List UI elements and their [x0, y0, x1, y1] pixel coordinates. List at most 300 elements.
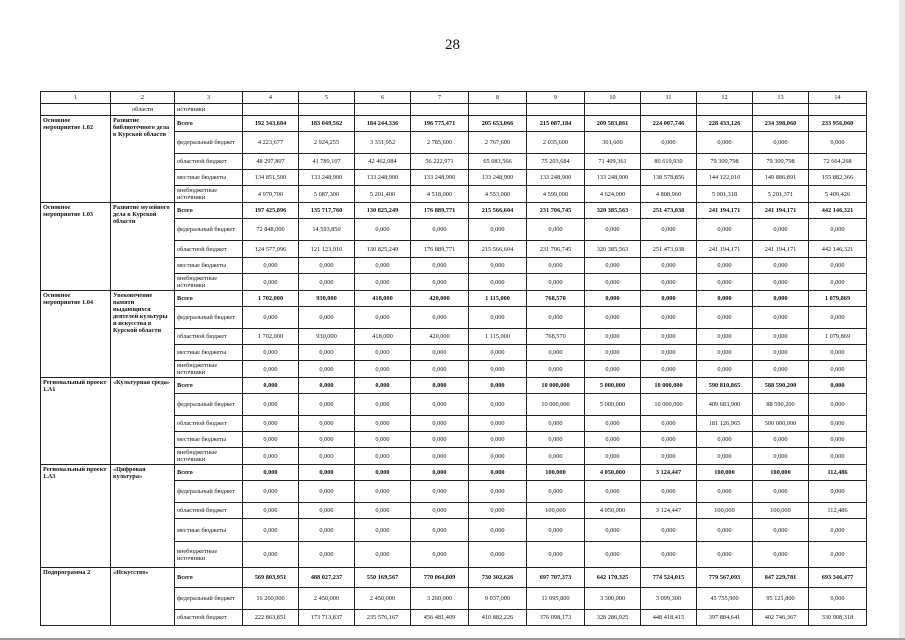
value-cell: 1 115,000 [469, 291, 527, 307]
col-number: 3 [175, 92, 243, 104]
value-cell: 693 346,477 [809, 568, 867, 588]
continuation-cell [809, 104, 867, 116]
value-cell: 124 577,096 [243, 241, 299, 258]
value-cell: 133 248,900 [355, 170, 411, 186]
value-cell: 0,000 [585, 481, 641, 503]
value-cell: 301,600 [585, 132, 641, 154]
value-cell: 0,000 [641, 307, 697, 329]
value-cell: 0,000 [299, 361, 355, 378]
value-cell: 215 087,184 [527, 116, 585, 132]
funding-table-wrapper [40, 91, 866, 626]
col-number: 8 [469, 92, 527, 104]
continuation-cell [411, 104, 469, 116]
value-cell: 100,000 [527, 465, 585, 481]
value-cell: 448 418,415 [641, 610, 697, 626]
value-cell: 0,000 [809, 542, 867, 568]
value-cell: 930,000 [299, 291, 355, 307]
value-cell: 0,000 [243, 274, 299, 291]
value-cell: 0,000 [355, 394, 411, 416]
value-cell: 75 203,684 [527, 154, 585, 170]
value-cell: 0,000 [299, 481, 355, 503]
continuation-cell [527, 104, 585, 116]
value-cell: 72 664,268 [809, 154, 867, 170]
funding-source-cell: областной бюджет [175, 503, 243, 519]
value-cell: 0,000 [411, 274, 469, 291]
value-cell: 0,000 [243, 394, 299, 416]
value-cell: 234 398,060 [753, 116, 809, 132]
value-cell: 0,000 [355, 361, 411, 378]
value-cell: 112,486 [809, 465, 867, 481]
value-cell: 241 194,171 [697, 241, 753, 258]
value-cell: 328 286,925 [585, 610, 641, 626]
value-cell: 100,000 [527, 503, 585, 519]
col-number: 10 [585, 92, 641, 104]
value-cell: 65 083,566 [469, 154, 527, 170]
value-cell: 0,000 [299, 258, 355, 274]
value-cell: 196 775,471 [411, 116, 469, 132]
value-cell: 4 970,700 [243, 186, 299, 203]
value-cell: 0,000 [411, 378, 469, 394]
value-cell: 0,000 [299, 465, 355, 481]
value-cell: 135 717,760 [299, 203, 355, 219]
value-cell: 130 825,249 [355, 203, 411, 219]
value-cell: 0,000 [355, 416, 411, 432]
value-cell: 442 146,321 [809, 203, 867, 219]
value-cell: 133 248,900 [299, 170, 355, 186]
value-cell: 0,000 [753, 361, 809, 378]
funding-source-cell: внебюджетные источники [175, 448, 243, 465]
value-cell: 2 450,000 [299, 588, 355, 610]
value-cell: 3 124,447 [641, 465, 697, 481]
value-cell: 0,000 [299, 542, 355, 568]
value-cell: 0,000 [355, 345, 411, 361]
value-cell: 1 079,869 [809, 291, 867, 307]
funding-source-cell: федеральный бюджет [175, 481, 243, 503]
value-cell: 0,000 [697, 542, 753, 568]
funding-source-cell: местные бюджеты [175, 170, 243, 186]
value-cell: 0,000 [469, 519, 527, 542]
col-number: 5 [299, 92, 355, 104]
value-cell: 138 578,856 [641, 170, 697, 186]
program-name-cell: Увековечение памяти выдающихся деятелей культуры и искусства в Курской области [111, 291, 175, 378]
value-cell: 0,000 [809, 361, 867, 378]
value-cell: 3 331,952 [355, 132, 411, 154]
value-cell: 0,000 [585, 448, 641, 465]
continuation-cell: области [111, 104, 175, 116]
value-cell: 144 122,010 [697, 170, 753, 186]
value-cell: 0,000 [299, 416, 355, 432]
funding-source-cell: внебюджетные источники [175, 186, 243, 203]
value-cell: 0,000 [355, 503, 411, 519]
value-cell: 0,000 [299, 394, 355, 416]
program-code-cell: Основное мероприятие 1.04 [41, 291, 111, 378]
value-cell: 11 095,800 [527, 588, 585, 610]
funding-source-cell: федеральный бюджет [175, 132, 243, 154]
table-row [41, 465, 867, 481]
value-cell: 0,000 [697, 219, 753, 241]
value-cell: 5 000,000 [585, 394, 641, 416]
value-cell: 0,000 [809, 258, 867, 274]
value-cell: 0,000 [469, 258, 527, 274]
value-cell: 3 300,000 [585, 588, 641, 610]
value-cell: 0,000 [469, 378, 527, 394]
value-cell: 5 000,000 [585, 378, 641, 394]
value-cell: 0,000 [411, 394, 469, 416]
value-cell: 0,000 [299, 519, 355, 542]
value-cell: 0,000 [697, 307, 753, 329]
value-cell: 0,000 [753, 542, 809, 568]
funding-source-cell: местные бюджеты [175, 345, 243, 361]
value-cell: 0,000 [411, 219, 469, 241]
value-cell: 233 956,060 [809, 116, 867, 132]
program-name-cell: «Искусство» [111, 568, 175, 626]
value-cell: 0,000 [753, 519, 809, 542]
value-cell: 0,000 [469, 307, 527, 329]
value-cell: 100,000 [753, 503, 809, 519]
value-cell: 0,000 [355, 448, 411, 465]
value-cell: 0,000 [527, 258, 585, 274]
value-cell: 0,000 [585, 307, 641, 329]
value-cell: 95 121,800 [753, 588, 809, 610]
value-cell: 5 001,318 [697, 186, 753, 203]
value-cell: 410 882,226 [469, 610, 527, 626]
value-cell: 0,000 [585, 519, 641, 542]
value-cell: 0,000 [355, 258, 411, 274]
funding-source-cell: Всего [175, 568, 243, 588]
value-cell: 0,000 [641, 132, 697, 154]
value-cell: 215 566,604 [469, 203, 527, 219]
value-cell: 1 079,869 [809, 329, 867, 345]
value-cell: 420,000 [411, 291, 469, 307]
value-cell: 697 707,373 [527, 568, 585, 588]
value-cell: 241 194,171 [753, 203, 809, 219]
value-cell: 768,570 [527, 329, 585, 345]
value-cell: 320 385,563 [585, 241, 641, 258]
funding-source-cell: федеральный бюджет [175, 219, 243, 241]
value-cell: 730 302,626 [469, 568, 527, 588]
value-cell: 0,000 [527, 345, 585, 361]
value-cell: 0,000 [243, 465, 299, 481]
value-cell: 779 567,093 [697, 568, 753, 588]
value-cell: 205 653,066 [469, 116, 527, 132]
value-cell: 0,000 [753, 258, 809, 274]
page-number: 28 [445, 37, 460, 53]
value-cell: 10 000,000 [641, 394, 697, 416]
value-cell: 100,000 [697, 503, 753, 519]
value-cell: 235 576,167 [355, 610, 411, 626]
value-cell: 770 064,809 [411, 568, 469, 588]
continuation-row [41, 104, 867, 116]
value-cell: 0,000 [469, 448, 527, 465]
value-cell: 0,000 [527, 416, 585, 432]
value-cell: 0,000 [641, 258, 697, 274]
value-cell: 3 260,000 [411, 588, 469, 610]
col-number: 11 [641, 92, 697, 104]
table-row [41, 203, 867, 219]
value-cell: 0,000 [469, 219, 527, 241]
value-cell: 0,000 [411, 542, 469, 568]
value-cell: 4 599,000 [527, 186, 585, 203]
value-cell: 0,000 [809, 274, 867, 291]
value-cell: 0,000 [243, 481, 299, 503]
continuation-cell [641, 104, 697, 116]
value-cell: 4 050,000 [585, 503, 641, 519]
value-cell: 0,000 [469, 416, 527, 432]
value-cell: 0,000 [355, 219, 411, 241]
value-cell: 0,000 [697, 448, 753, 465]
funding-source-cell: Всего [175, 465, 243, 481]
value-cell: 488 027,237 [299, 568, 355, 588]
value-cell: 183 049,562 [299, 116, 355, 132]
value-cell: 176 889,771 [411, 203, 469, 219]
value-cell: 79 309,798 [697, 154, 753, 170]
value-cell: 0,000 [411, 448, 469, 465]
continuation-cell [753, 104, 809, 116]
value-cell: 4 624,000 [585, 186, 641, 203]
continuation-cell [697, 104, 753, 116]
table-row [41, 116, 867, 132]
table-row [41, 378, 867, 394]
value-cell: 847 229,781 [753, 568, 809, 588]
value-cell: 0,000 [299, 378, 355, 394]
value-cell: 2 924,255 [299, 132, 355, 154]
value-cell: 100,000 [697, 465, 753, 481]
continuation-cell [299, 104, 355, 116]
value-cell: 0,000 [697, 481, 753, 503]
value-cell: 5 201,400 [355, 186, 411, 203]
value-cell: 0,000 [469, 542, 527, 568]
value-cell: 10 000,000 [527, 394, 585, 416]
continuation-cell [243, 104, 299, 116]
value-cell: 181 126,965 [697, 416, 753, 432]
funding-source-cell: федеральный бюджет [175, 394, 243, 416]
value-cell: 3 099,300 [641, 588, 697, 610]
value-cell: 0,000 [809, 307, 867, 329]
value-cell: 0,000 [585, 542, 641, 568]
value-cell: 0,000 [243, 519, 299, 542]
value-cell: 228 433,126 [697, 116, 753, 132]
value-cell: 0,000 [809, 481, 867, 503]
value-cell: 0,000 [469, 465, 527, 481]
value-cell: 0,000 [411, 258, 469, 274]
value-cell: 320 385,563 [585, 203, 641, 219]
value-cell: 0,000 [585, 219, 641, 241]
value-cell: 1 702,000 [243, 329, 299, 345]
value-cell: 0,000 [355, 432, 411, 448]
value-cell: 176 889,771 [411, 241, 469, 258]
program-code-cell: Основное мероприятие 1.02 [41, 116, 111, 203]
value-cell: 222 863,851 [243, 610, 299, 626]
value-cell: 0,000 [585, 416, 641, 432]
value-cell: 4 223,677 [243, 132, 299, 154]
value-cell: 0,000 [527, 519, 585, 542]
value-cell: 0,000 [527, 448, 585, 465]
value-cell: 590 810,865 [697, 378, 753, 394]
program-code-cell: Региональный проект 1.А3 [41, 465, 111, 568]
value-cell: 197 425,896 [243, 203, 299, 219]
value-cell: 112,486 [809, 503, 867, 519]
col-number: 9 [527, 92, 585, 104]
value-cell: 5 087,300 [299, 186, 355, 203]
funding-source-cell: Всего [175, 378, 243, 394]
value-cell: 133 248,900 [411, 170, 469, 186]
value-cell: 88 590,200 [753, 394, 809, 416]
scan-edge-right [899, 0, 905, 640]
value-cell: 0,000 [355, 274, 411, 291]
value-cell: 0,000 [697, 274, 753, 291]
program-name-cell: «Цифровая культура» [111, 465, 175, 568]
value-cell: 0,000 [809, 378, 867, 394]
value-cell: 500 000,000 [753, 416, 809, 432]
value-cell: 0,000 [697, 345, 753, 361]
value-cell: 0,000 [355, 481, 411, 503]
value-cell: 71 409,361 [585, 154, 641, 170]
value-cell: 0,000 [585, 274, 641, 291]
value-cell: 45 755,900 [697, 588, 753, 610]
value-cell: 442 146,321 [809, 241, 867, 258]
value-cell: 0,000 [411, 481, 469, 503]
funding-source-cell: областной бюджет [175, 416, 243, 432]
value-cell: 0,000 [753, 432, 809, 448]
value-cell: 251 473,038 [641, 241, 697, 258]
value-cell: 0,000 [641, 542, 697, 568]
value-cell: 0,000 [527, 219, 585, 241]
value-cell: 1 115,000 [469, 329, 527, 345]
program-code-cell: Подпрограмма 2 [41, 568, 111, 626]
value-cell: 0,000 [809, 432, 867, 448]
value-cell: 0,000 [809, 394, 867, 416]
value-cell: 133 248,900 [527, 170, 585, 186]
funding-source-cell: федеральный бюджет [175, 588, 243, 610]
value-cell: 4 553,000 [469, 186, 527, 203]
column-number-row [41, 92, 867, 104]
value-cell: 5 409,426 [809, 186, 867, 203]
value-cell: 0,000 [697, 519, 753, 542]
col-number: 6 [355, 92, 411, 104]
value-cell: 768,570 [527, 291, 585, 307]
value-cell: 0,000 [469, 432, 527, 448]
value-cell: 0,000 [411, 416, 469, 432]
col-number: 1 [41, 92, 111, 104]
col-number: 13 [753, 92, 809, 104]
value-cell: 0,000 [641, 432, 697, 448]
value-cell: 0,000 [753, 274, 809, 291]
value-cell: 642 170,325 [585, 568, 641, 588]
value-cell: 133 248,900 [469, 170, 527, 186]
value-cell: 376 098,173 [527, 610, 585, 626]
value-cell: 5 201,371 [753, 186, 809, 203]
value-cell: 251 473,038 [641, 203, 697, 219]
funding-source-cell: областной бюджет [175, 329, 243, 345]
value-cell: 16 260,000 [243, 588, 299, 610]
value-cell: 0,000 [753, 481, 809, 503]
value-cell: 0,000 [243, 542, 299, 568]
value-cell: 0,000 [243, 378, 299, 394]
value-cell: 0,000 [527, 307, 585, 329]
value-cell: 0,000 [641, 481, 697, 503]
value-cell: 550 169,567 [355, 568, 411, 588]
value-cell: 0,000 [809, 519, 867, 542]
value-cell: 241 194,171 [753, 241, 809, 258]
col-number: 2 [111, 92, 175, 104]
value-cell: 192 343,684 [243, 116, 299, 132]
value-cell: 0,000 [753, 219, 809, 241]
value-cell: 0,000 [355, 542, 411, 568]
value-cell: 4 518,000 [411, 186, 469, 203]
value-cell: 100,000 [753, 465, 809, 481]
value-cell: 0,000 [809, 588, 867, 610]
continuation-cell [355, 104, 411, 116]
value-cell: 0,000 [527, 481, 585, 503]
value-cell: 0,000 [697, 432, 753, 448]
value-cell: 209 583,861 [585, 116, 641, 132]
value-cell: 0,000 [641, 361, 697, 378]
value-cell: 2 785,600 [411, 132, 469, 154]
value-cell: 0,000 [753, 307, 809, 329]
value-cell: 0,000 [243, 416, 299, 432]
continuation-cell [41, 104, 111, 116]
value-cell: 0,000 [299, 345, 355, 361]
value-cell: 3 124,447 [641, 503, 697, 519]
value-cell: 0,000 [641, 345, 697, 361]
value-cell: 215 566,604 [469, 241, 527, 258]
program-name-cell: «Культурная среда» [111, 378, 175, 465]
value-cell: 0,000 [697, 258, 753, 274]
value-cell: 0,000 [469, 394, 527, 416]
value-cell: 1 702,000 [243, 291, 299, 307]
value-cell: 0,000 [527, 432, 585, 448]
funding-source-cell: Всего [175, 291, 243, 307]
value-cell: 231 706,745 [527, 203, 585, 219]
value-cell: 2 767,600 [469, 132, 527, 154]
value-cell: 0,000 [809, 132, 867, 154]
value-cell: 0,000 [355, 378, 411, 394]
value-cell: 173 713,837 [299, 610, 355, 626]
value-cell: 0,000 [469, 274, 527, 291]
funding-source-cell: федеральный бюджет [175, 307, 243, 329]
value-cell: 0,000 [585, 258, 641, 274]
value-cell: 0,000 [411, 465, 469, 481]
funding-source-cell: местные бюджеты [175, 519, 243, 542]
value-cell: 0,000 [243, 503, 299, 519]
value-cell: 0,000 [641, 291, 697, 307]
funding-source-cell: Всего [175, 116, 243, 132]
value-cell: 224 007,746 [641, 116, 697, 132]
continuation-cell [585, 104, 641, 116]
value-cell: 0,000 [411, 503, 469, 519]
value-cell: 0,000 [411, 432, 469, 448]
value-cell: 0,000 [809, 416, 867, 432]
value-cell: 0,000 [753, 132, 809, 154]
funding-source-cell: местные бюджеты [175, 432, 243, 448]
value-cell: 0,000 [809, 448, 867, 465]
value-cell: 0,000 [469, 481, 527, 503]
table-row [41, 291, 867, 307]
value-cell: 930,000 [299, 329, 355, 345]
value-cell: 0,000 [527, 274, 585, 291]
program-code-cell: Региональный проект 1.А1 [41, 378, 111, 465]
value-cell: 149 886,891 [753, 170, 809, 186]
value-cell: 0,000 [641, 274, 697, 291]
value-cell: 0,000 [641, 219, 697, 241]
value-cell: 0,000 [355, 307, 411, 329]
funding-source-cell: областной бюджет [175, 154, 243, 170]
value-cell: 0,000 [753, 345, 809, 361]
table-body [41, 92, 867, 626]
funding-source-cell: внебюджетные источники [175, 542, 243, 568]
table-row [41, 568, 867, 588]
funding-source-cell: местные бюджеты [175, 258, 243, 274]
